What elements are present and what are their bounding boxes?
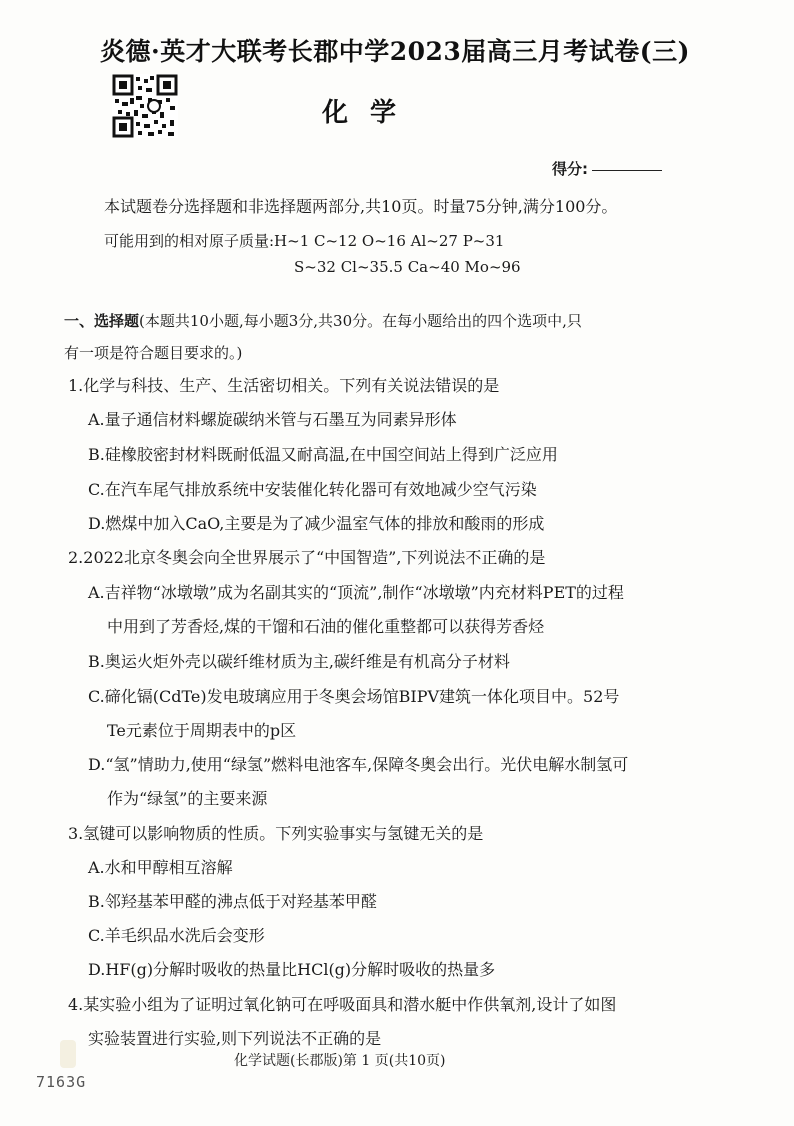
- print-stamp: 7163G: [36, 1073, 87, 1091]
- atomic-masses-line-1: 可能用到的相对原子质量:H~1 C~12 O~16 Al~27 P~31: [104, 232, 505, 250]
- question-2-option-c-cont: Te元素位于周期表中的p区: [107, 721, 297, 740]
- subject-title: 化学: [322, 98, 419, 128]
- section-instructions-2: 有一项是符合题目要求的。): [64, 344, 243, 362]
- question-1-option-d: D.燃煤中加入CaO,主要是为了减少温室气体的排放和酸雨的形成: [88, 514, 545, 533]
- exam-title: 炎德·英才大联考长郡中学2023届高三月考试卷(三): [100, 37, 690, 66]
- qr-code-icon: [112, 74, 178, 138]
- question-4-stem-cont: 实验装置进行实验,则下列说法不正确的是: [88, 1029, 382, 1048]
- question-3-option-b: B.邻羟基苯甲醛的沸点低于对羟基苯甲醛: [88, 892, 377, 911]
- score-blank[interactable]: [592, 170, 662, 171]
- question-3-stem: 3.氢键可以影响物质的性质。下列实验事实与氢键无关的是: [68, 824, 484, 843]
- section-heading: 一、选择题: [64, 312, 140, 330]
- section-instructions: [64, 305, 684, 369]
- question-3-option-c: C.羊毛织品水洗后会变形: [88, 926, 265, 945]
- atomic-masses-line-2: S~32 Cl~35.5 Ca~40 Mo~96: [294, 258, 521, 276]
- question-2-option-a: A.吉祥物“冰墩墩”成为名副其实的“顶流”,制作“冰墩墩”内充材料PET的过程: [88, 583, 624, 602]
- question-1-option-c: C.在汽车尾气排放系统中安装催化转化器可有效地减少空气污染: [88, 480, 537, 499]
- question-1-option-b: B.硅橡胶密封材料既耐低温又耐高温,在中国空间站上得到广泛应用: [88, 445, 558, 464]
- page-smudge: [60, 1040, 76, 1068]
- question-3-option-d: D.HF(g)分解时吸收的热量比HCl(g)分解时吸收的热量多: [88, 960, 496, 979]
- section-instructions-1: (本题共10小题,每小题3分,共30分。在每小题给出的四个选项中,只: [139, 312, 582, 330]
- question-4-stem: 4.某实验小组为了证明过氧化钠可在呼吸面具和潜水艇中作供氧剂,设计了如图: [68, 995, 617, 1014]
- score-field[interactable]: [552, 158, 662, 179]
- question-1-stem: 1.化学与科技、生产、生活密切相关。下列有关说法错误的是: [68, 376, 500, 395]
- exam-intro: 本试题卷分选择题和非选择题两部分,共10页。时量75分钟,满分100分。: [104, 197, 618, 216]
- question-1-option-a: A.量子通信材料螺旋碳纳米管与石墨互为同素异形体: [88, 410, 457, 429]
- question-2-option-d: D.“氢”情助力,使用“绿氢”燃料电池客车,保障冬奥会出行。光伏电解水制氢可: [88, 755, 629, 774]
- question-3-option-a: A.水和甲醇相互溶解: [88, 858, 233, 877]
- question-2-option-a-cont: 中用到了芳香烃,煤的干馏和石油的催化重整都可以获得芳香烃: [107, 617, 545, 636]
- page-footer: 化学试题(长郡版)第 1 页(共10页): [234, 1053, 446, 1069]
- question-2-option-c: C.碲化镉(CdTe)发电玻璃应用于冬奥会场馆BIPV建筑一体化项目中。52号: [88, 687, 620, 706]
- question-2-stem: 2.2022北京冬奥会向全世界展示了“中国智造”,下列说法不正确的是: [68, 548, 546, 567]
- question-2-option-d-cont: 作为“绿氢”的主要来源: [107, 789, 268, 808]
- question-2-option-b: B.奥运火炬外壳以碳纤维材质为主,碳纤维是有机高分子材料: [88, 652, 510, 671]
- score-label: 得分:: [552, 160, 588, 178]
